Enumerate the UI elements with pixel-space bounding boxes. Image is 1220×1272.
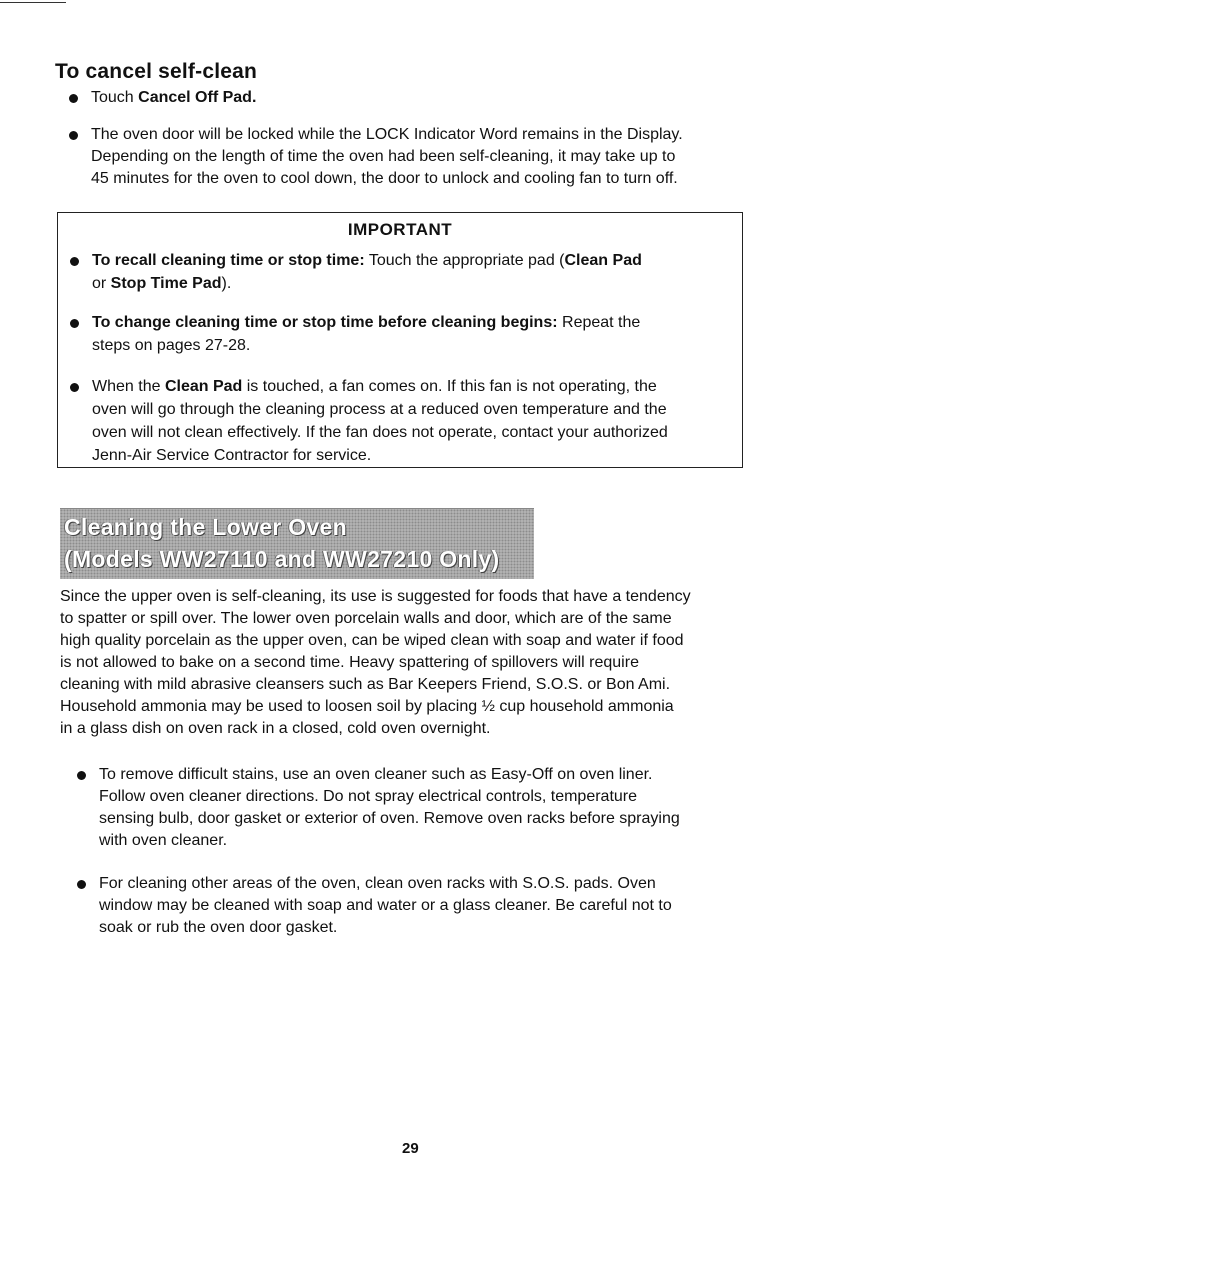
top-rule: [0, 2, 66, 3]
cancel-self-clean-heading: To cancel self-clean: [55, 60, 258, 83]
cancel-bullet-door-locked: [91, 124, 751, 190]
text-line: Since the upper oven is self-cleaning, its use is suggested for foods that have a tendency: [60, 588, 691, 605]
text-line: to spatter or spill over. The lower oven porcelain walls and door, which are of the same: [60, 610, 672, 627]
lower-oven-bullet-racks: [99, 873, 749, 939]
important-box: [57, 212, 743, 468]
text-line: steps on pages 27-28.: [92, 337, 251, 354]
text-line: oven will go through the cleaning process at a reduced oven temperature and the: [92, 401, 667, 418]
text-line: high quality porcelain as the upper oven, can be wiped clean with soap and water if food: [60, 632, 684, 649]
banner-subtitle: (Models WW27110 and WW27210 Only): [64, 546, 500, 572]
lower-oven-paragraph: [60, 586, 744, 740]
text-line: or Stop Time Pad).: [92, 275, 232, 292]
text-line: When the Clean Pad is touched, a fan comes on. If this fan is not operating, the: [92, 378, 657, 395]
text-line: To remove difficult stains, use an oven cleaner such as Easy-Off on oven liner.: [99, 766, 653, 783]
text-line: in a glass dish on oven rack in a closed, cold oven overnight.: [60, 720, 491, 737]
bullet-dot: [69, 131, 78, 140]
important-title: IMPORTANT: [347, 220, 453, 239]
text-line: cleaning with mild abrasive cleansers such as Bar Keepers Friend, S.O.S. or Bon Ami.: [60, 676, 671, 693]
lower-oven-bullet-stains: [99, 764, 749, 852]
text-line: oven will not clean effectively. If the fan does not operate, contact your authorized: [92, 424, 668, 441]
text-line: with oven cleaner.: [99, 832, 228, 849]
cancel-bullet-touch: Touch Cancel Off Pad.: [91, 87, 256, 109]
bullet-dot: [70, 383, 79, 392]
page-number: 29: [402, 1140, 419, 1157]
lower-oven-banner: [60, 508, 534, 579]
text-line: For cleaning other areas of the oven, clean oven racks with S.O.S. pads. Oven: [99, 875, 656, 892]
text-line: The oven door will be locked while the LOCK Indicator Word remains in the Display.: [91, 126, 683, 143]
text-line: sensing bulb, door gasket or exterior of oven. Remove oven racks before spraying: [99, 810, 680, 827]
bullet-dot: [77, 771, 86, 780]
text-line: window may be cleaned with soap and water or a glass cleaner. Be careful not to: [99, 897, 672, 914]
text-line: To change cleaning time or stop time before cleaning begins: Repeat the: [92, 314, 641, 331]
bullet-dot: [70, 257, 79, 266]
banner-title: Cleaning the Lower Oven: [64, 514, 347, 540]
text-line: Jenn-Air Service Contractor for service.: [92, 447, 372, 464]
text-line: Follow oven cleaner directions. Do not spray electrical controls, temperature: [99, 788, 638, 805]
important-item-change: [92, 311, 732, 357]
important-item-recall: [92, 249, 732, 295]
text-line: Household ammonia may be used to loosen soil by placing ½ cup household ammonia: [60, 698, 674, 715]
text-line: soak or rub the oven door gasket.: [99, 919, 338, 936]
important-item-fan: [92, 375, 732, 467]
bullet-dot: [77, 880, 86, 889]
bullet-dot: [69, 94, 78, 103]
text-line: 45 minutes for the oven to cool down, the door to unlock and cooling fan to turn off.: [91, 170, 678, 187]
text-line: Depending on the length of time the oven had been self-cleaning, it may take up to: [91, 148, 676, 165]
text-line: To recall cleaning time or stop time: Touch the appropriate pad (Clean Pad: [92, 252, 642, 269]
bullet-dot: [70, 319, 79, 328]
text-line: is not allowed to bake on a second time. Heavy spattering of spillovers will require: [60, 654, 639, 671]
